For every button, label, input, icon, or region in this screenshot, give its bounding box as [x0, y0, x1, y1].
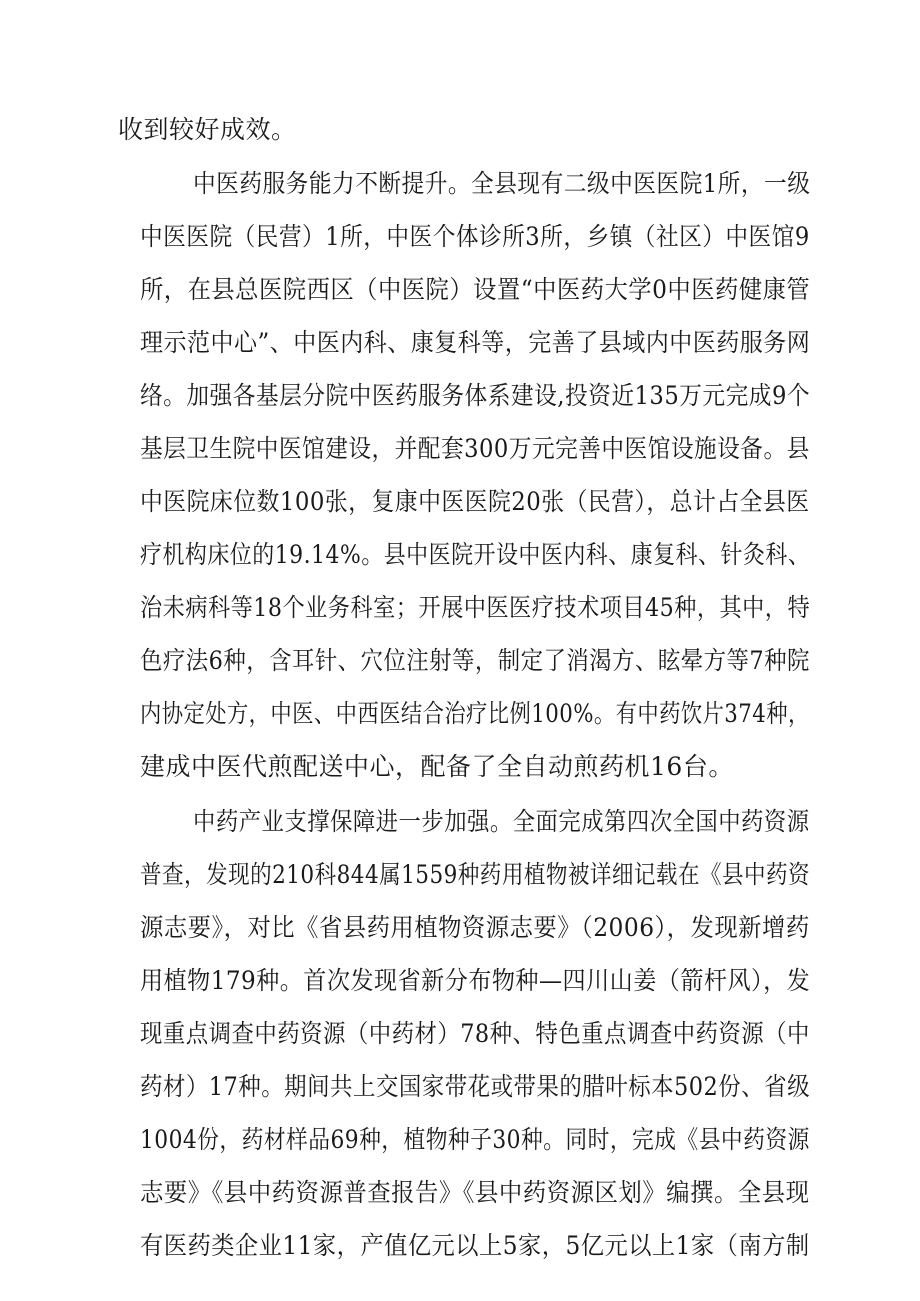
line-text: 中医医院（民营）1所，中医个体诊所3所，乡镇（社区）中医馆9 — [140, 222, 810, 251]
text-line — [0, 1220, 920, 1272]
line-text: 色疗法6种，含耳针、穴位注射等，制定了消渴方、眩晕方等7种院 — [140, 646, 810, 675]
text-line — [0, 741, 920, 793]
text-line — [0, 582, 920, 634]
line-text: 所，在县总医院西区（中医院）设置“中医药大学0中医药健康管 — [140, 275, 811, 304]
text-line — [0, 1061, 920, 1113]
text-line — [0, 158, 920, 210]
line-text: 志要》《县中药资源普查报告》《县中药资源区划》编撰。全县现 — [140, 1178, 810, 1207]
line-text: 1004份，药材样品69种，植物种子30种。同时，完成《县中药资源 — [140, 1125, 810, 1154]
text-line — [0, 688, 920, 740]
line-text: 普查，发现的210科844属1559种药用植物被详细记载在《县中药资 — [140, 860, 811, 889]
text-line — [0, 211, 920, 263]
text-line — [0, 1167, 920, 1219]
line-text: 疗机构床位的19.14%。县中医院开设中医内科、康复科、针灸科、 — [140, 540, 811, 569]
line-text: 理示范中心”、中医内科、康复科等，完善了县域内中医药服务网 — [140, 328, 811, 357]
line-text: 基层卫生院中医馆建设，并配套300万元完善中医馆设施设备。县 — [140, 434, 810, 463]
line-text: 治未病科等18个业务科室；开展中医医疗技术项目45种，其中，特 — [140, 593, 811, 622]
line-text: 中医药服务能力不断提升。全县现有二级中医医院1所，一级 — [193, 169, 811, 198]
text-line — [0, 635, 920, 687]
line-text: 收到较好成效。 — [118, 115, 297, 144]
text-line — [0, 849, 920, 901]
text-line — [0, 902, 920, 954]
line-text: 药材）17种。期间共上交国家带花或带果的腊叶标本502份、省级 — [140, 1072, 811, 1101]
text-line — [0, 423, 920, 475]
line-text: 中医院床位数100张，复康中医医院20张（民营），总计占全县医 — [140, 487, 810, 516]
line-text: 中药产业支撑保障进一步加强。全面完成第四次全国中药资源 — [193, 807, 810, 836]
text-line — [0, 955, 920, 1007]
text-line — [0, 1008, 920, 1060]
text-line — [0, 370, 920, 422]
line-text: 用植物179种。首次发现省新分布物种—四川山姜（箭杆风），发 — [140, 966, 811, 995]
line-text: 内协定处方，中医、中西医结合治疗比例100%。有中药饮片374种， — [140, 699, 810, 728]
text-line — [0, 104, 920, 156]
line-text: 源志要》，对比《省县药用植物资源志要》（2006），发现新增药 — [140, 913, 810, 942]
line-text: 络。加强各基层分院中医药服务体系建设,投资近135万元完成9个 — [140, 381, 811, 410]
line-text: 现重点调查中药资源（中药材）78种、特色重点调查中药资源（中 — [140, 1019, 810, 1048]
text-line — [0, 1114, 920, 1166]
text-line — [0, 264, 920, 316]
text-line — [0, 529, 920, 581]
text-line — [0, 476, 920, 528]
text-line — [0, 796, 920, 848]
line-text: 有医药类企业11家，产值亿元以上5家，5亿元以上1家（南方制 — [140, 1231, 810, 1260]
text-line — [0, 317, 920, 369]
line-text: 建成中医代煎配送中心，配备了全自动煎药机16台。 — [140, 752, 734, 781]
